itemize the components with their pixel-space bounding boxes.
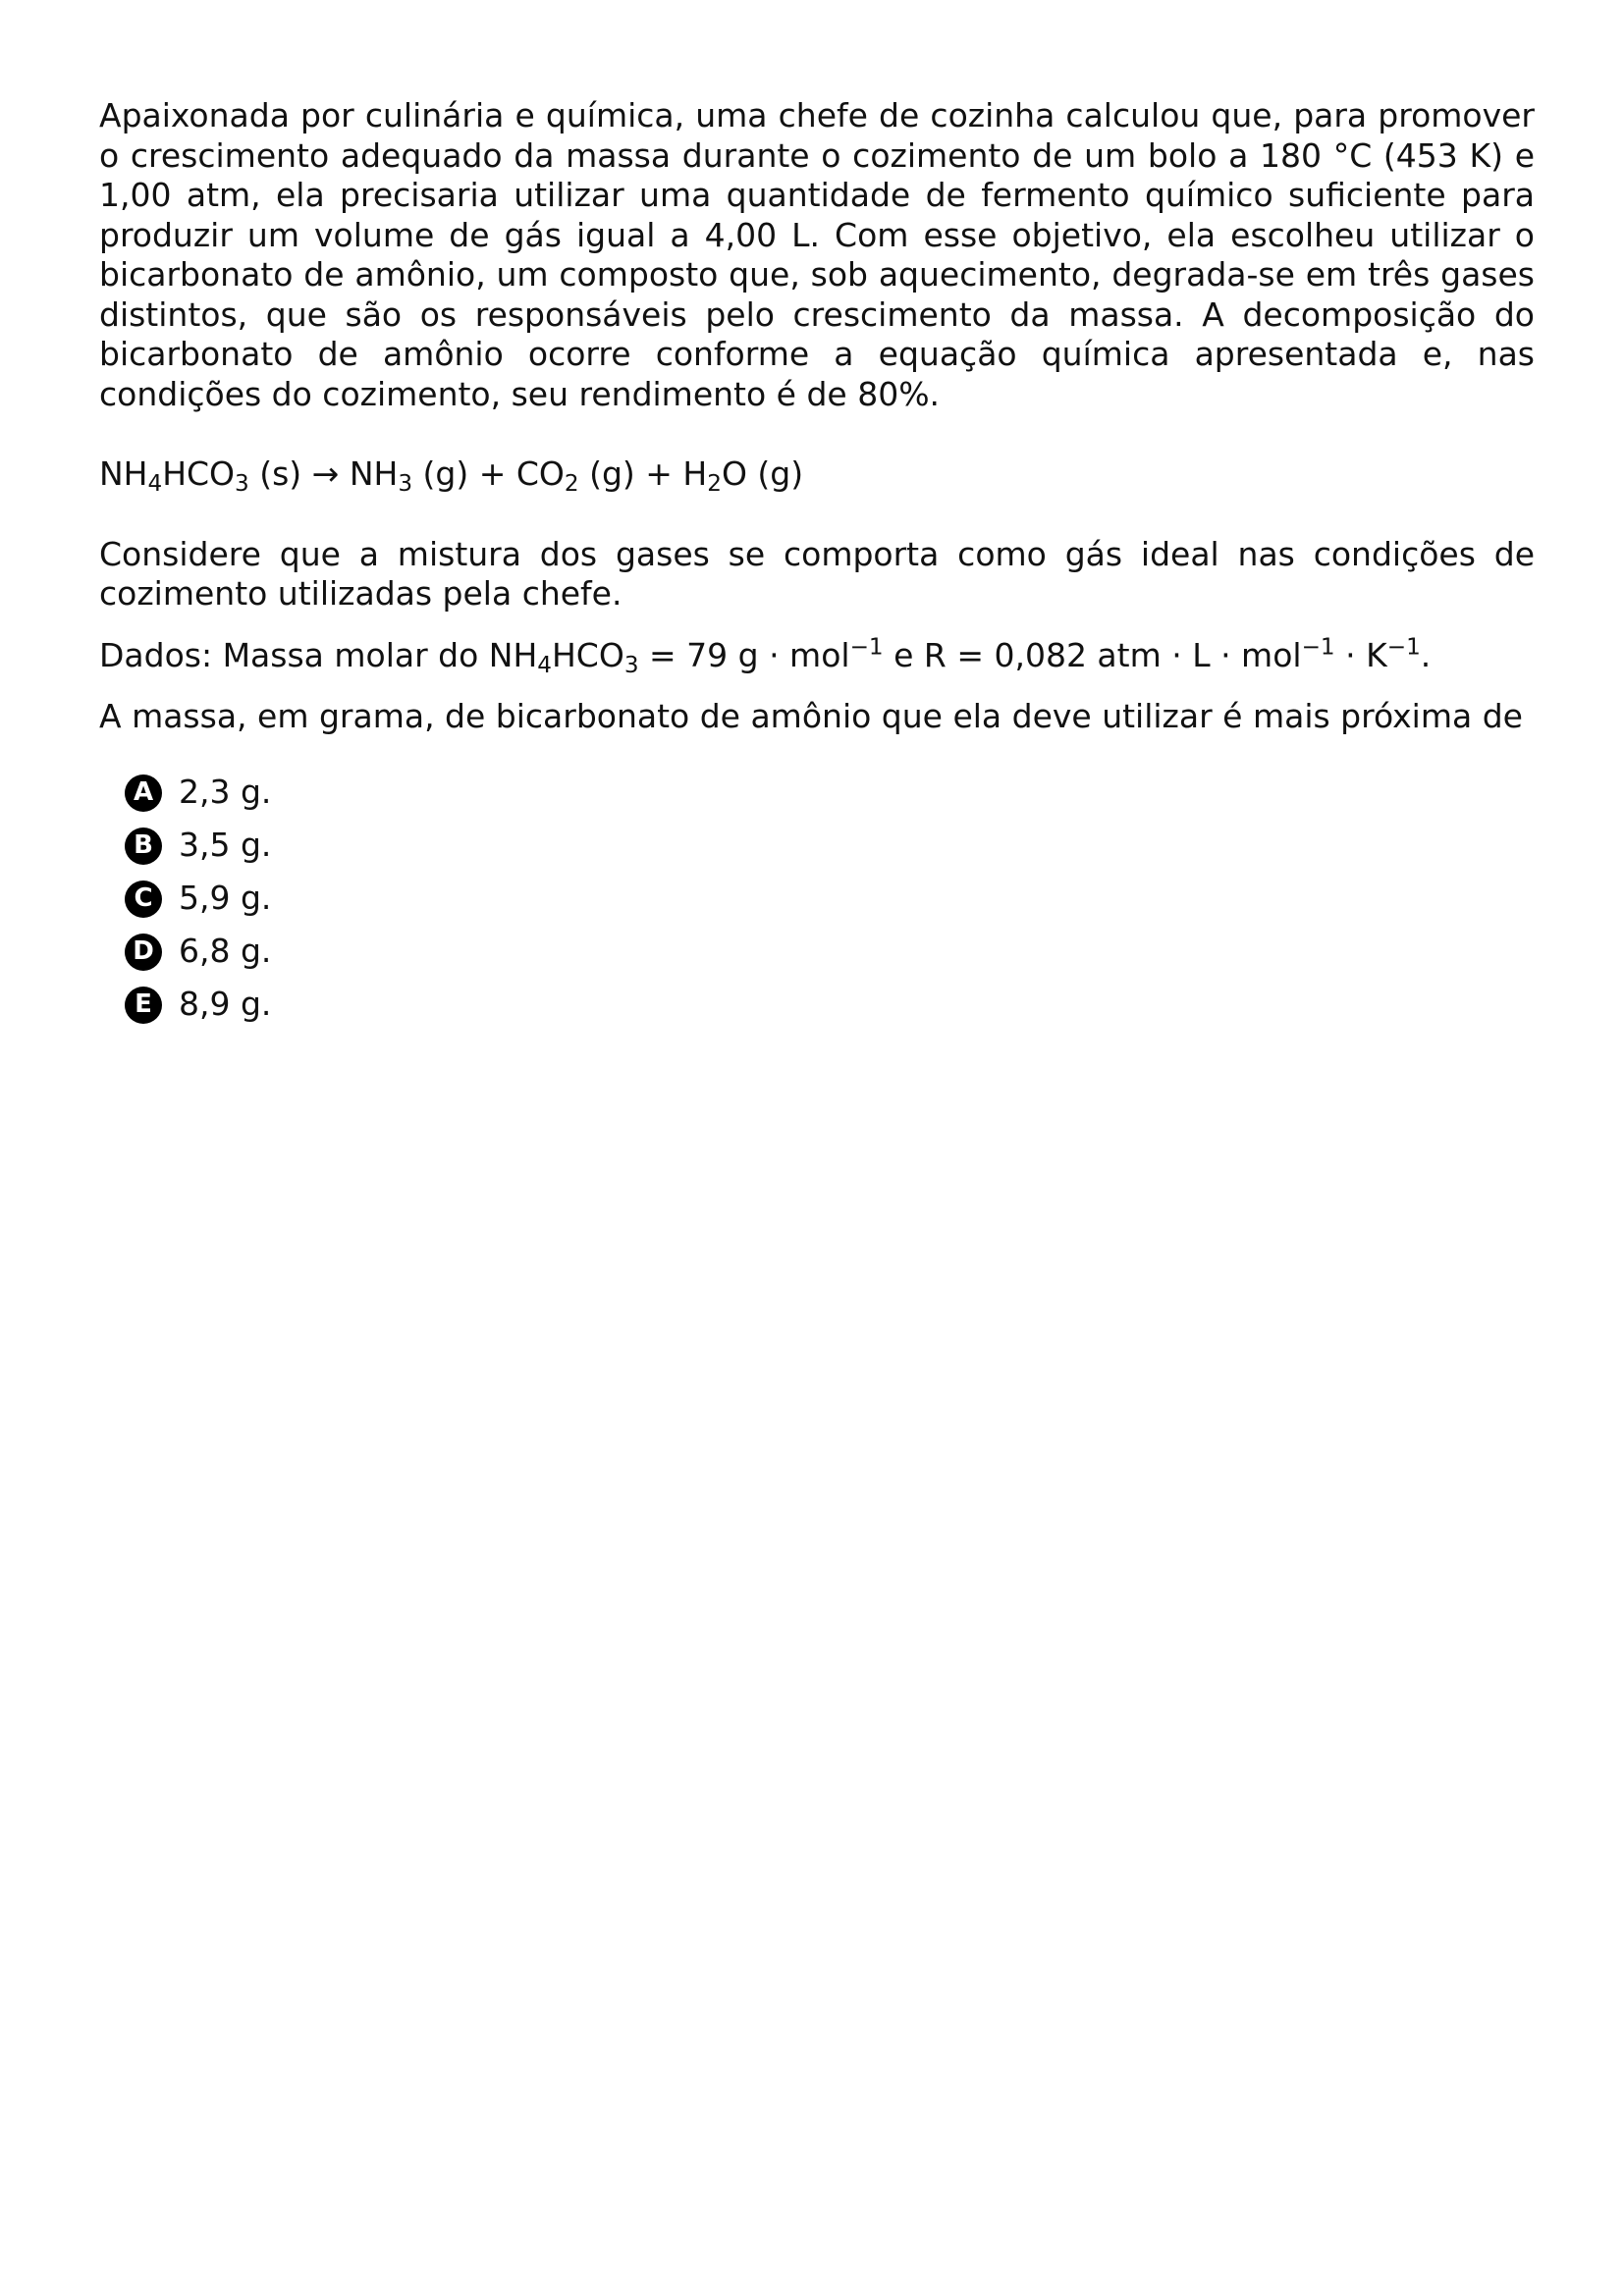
option-text: 3,5 g. bbox=[179, 826, 272, 865]
option-b[interactable] bbox=[125, 820, 1535, 873]
plus-sign: + bbox=[634, 454, 683, 493]
option-text: 5,9 g. bbox=[179, 879, 272, 918]
answer-options bbox=[99, 767, 1535, 1032]
product-water: $H_2O$ (g) bbox=[682, 454, 804, 497]
option-letter-badge: D bbox=[125, 934, 162, 971]
product-carbon-dioxide: $CO_2$ (g) bbox=[515, 454, 635, 497]
option-e[interactable] bbox=[125, 979, 1535, 1032]
intro-paragraph: Apaixonada por culinária e química, uma chefe de cozinha calculou que, para promover o crescimento adequado da massa durante o cozimento de um bolo a 180 °C (453 K) e 1,00 atm, ela precisaria utilizar uma quantidade de fermento químico suficiente para produzir um volume de gás igual a 4,00 L. Com esse objetivo, ela escolheu utilizar o bicarbonato de amônio, um composto que, sob aquecimento, degrada-se em três gases distintos, que são os responsáveis pelo crescimento da massa. A decomposição do bicarbonato de amônio ocorre conforme a equação química apresentada e, nas condições do cozimento, seu rendimento é de 80%. bbox=[99, 96, 1535, 413]
consider-paragraph: Considere que a mistura dos gases se comporta como gás ideal nas condições de cozimento utilizadas pela chefe. bbox=[99, 534, 1535, 613]
option-text: 8,9 g. bbox=[179, 985, 272, 1024]
option-d[interactable] bbox=[125, 926, 1535, 979]
given-data: Dados: Massa molar do $NH_4HCO_3 = 79$ g · mol$^{-1}$ e R = 0,082 atm · $L \cdot mol^{-1} \cdot K^{-1}$. bbox=[99, 633, 1432, 678]
option-text: 2,3 g. bbox=[179, 773, 272, 812]
option-c[interactable] bbox=[125, 873, 1535, 926]
option-letter-badge: E bbox=[125, 987, 162, 1024]
question-page bbox=[99, 96, 1535, 1032]
option-letter-badge: A bbox=[125, 774, 162, 812]
option-a[interactable] bbox=[125, 767, 1535, 820]
reactant-formula: $NH_4HCO_3$ (s) bbox=[99, 454, 302, 497]
option-letter-badge: C bbox=[125, 881, 162, 918]
plus-sign: + bbox=[468, 454, 516, 493]
reaction-arrow: → bbox=[301, 454, 350, 493]
question-stem: A massa, em grama, de bicarbonato de amônio que ela deve utilizar é mais próxima de bbox=[99, 697, 1523, 735]
option-letter-badge: B bbox=[125, 828, 162, 865]
product-ammonia: $NH_3$ (g) bbox=[349, 454, 469, 497]
option-text: 6,8 g. bbox=[179, 932, 272, 971]
chemical-equation bbox=[99, 454, 1535, 495]
